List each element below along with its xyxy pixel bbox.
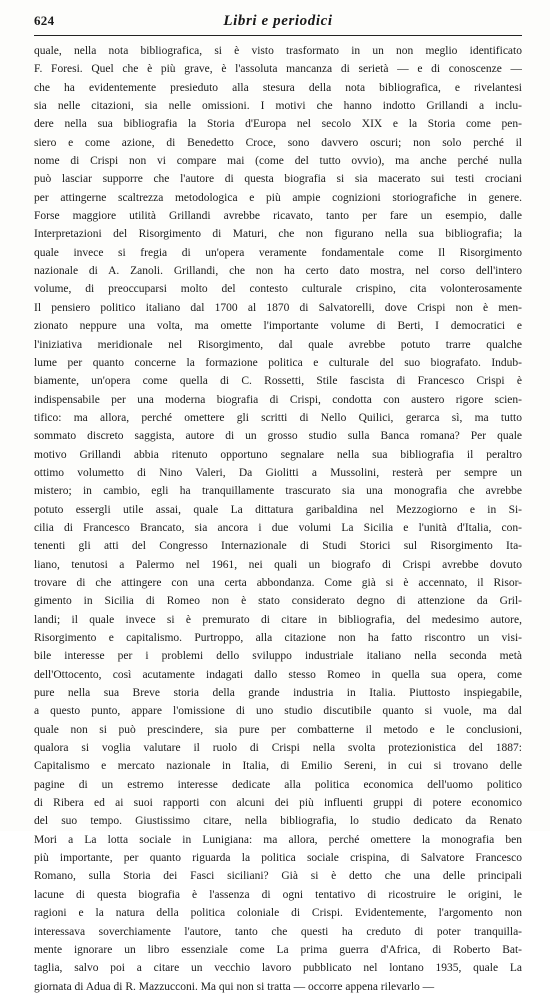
text-line: pure nella sua Breve storia della grande industria in Italia. Piuttosto inspiegabile,: [34, 687, 522, 700]
text-line: mistero; in cambio, egli ha tranquillamente trascurato sia una monografia che avrebbe: [34, 485, 522, 498]
text-line: Capitalismo e mercato nazionale in Italia, di Emilio Sereni, in cui si trovano delle: [34, 760, 522, 773]
text-line: tifico: ma allora, perché omettere gli scritti di Nello Quilici, gerarca sì, ma tutto: [34, 411, 522, 424]
text-line: F. Foresi. Quel che è più grave, è l'assoluta mancanza di serietà — e di conoscenze —: [34, 63, 522, 76]
text-line: bile interesse per i problemi dello sviluppo industriale italiano nella seconda metà: [34, 650, 522, 663]
text-line: lume per quanto concerne la formazione politica e culturale del suo biografato. Indub-: [34, 356, 522, 369]
text-line: Il pensiero politico italiano dal 1700 al 1870 di Salvatorelli, dove Crispi non è men-: [34, 301, 522, 314]
text-line: gimento in Sicilia di Romeo non è stato considerato degno di attenzione da Gril-: [34, 595, 522, 608]
text-line: Forse maggiore utilità Grillandi avrebbe ricavato, tanto per fare un esempio, dalle: [34, 210, 522, 223]
text-line: per attingerne scaltrezza metodologica e più ampie cognizioni storiografiche in genere.: [34, 191, 522, 204]
running-title: Libri e periodici: [223, 13, 333, 29]
text-line: biamente, un'opera come quella di C. Rossetti, Stile fascista di Francesco Crispi è: [34, 375, 522, 388]
text-line: nome di Crispi non vi compare mai (come del tutto ovvio), ma anche perché nulla: [34, 155, 522, 168]
text-line: Romano, sulla Storia dei Fasci siciliani? Già si è detto che una delle principali: [34, 870, 522, 883]
text-line: di Ribera ed ai suoi rapporti con alcuni dei più influenti gruppi di potere economico: [34, 797, 522, 810]
text-line: quale, nella nota bibliografica, si è visto trasformato in un non meglio identificato: [34, 45, 522, 57]
text-line: landi; il quale invece si è premurato di citare in bibliografia, del medesimo autore,: [34, 613, 522, 626]
text-line: nazionale di A. Zanoli. Grillandi, che non ha certo dato mostra, nel corso dell'intero: [34, 265, 522, 278]
text-line: Risorgimento e capitalismo. Purtroppo, alla citazione non ha fatto riscontro un visi-: [34, 632, 522, 644]
text-line: ottimo volumetto di Nino Valeri, Da Giolitti a Mussolini, resterà per sempre un: [34, 466, 522, 479]
text-line: zionato neppure una volta, ma omette l'importante volume di Berti, I democratici e: [34, 320, 522, 333]
text-line: pagine di un estremo interesse dedicate alla politica economica dell'uomo politico: [34, 778, 522, 791]
text-line: sommato discreto saggista, autore di un grosso studio sulla Banca romana? Per quale: [34, 430, 522, 443]
text-line: taglia, salvo poi a citare un vecchio lavoro pubblicato nel lontano 1935, quale La: [34, 962, 522, 975]
text-line: interessava soverchiamente l'autore, tanto che questi ha creduto di poter tranquilla-: [34, 925, 522, 938]
text-line: liano, tenutosi a Palermo nel 1961, nei quali un biografo di Crispi avrebbe dovuto: [34, 558, 522, 571]
text-line: quale non si può prescindere, sia pure per combatterne il metodo e le conclusioni,: [34, 723, 522, 736]
text-line: del suo tempo. Giustissimo citare, nella bibliografia, lo studio dedicato da Renato: [34, 815, 522, 828]
text-line: l'iniziativa meridionale nel Risorgimento, dal quale avrebbe potuto trarre qualche: [34, 338, 522, 351]
text-line: qualora si voglia valutare il ruolo di Crispi nella svolta protezionistica del 1887:: [34, 742, 522, 755]
text-line: dere nella sua bibliografia la Storia d'Europa nel secolo XIX e la Storia come pen-: [34, 118, 522, 131]
text-line: cilia di Francesco Brancato, sia ancora i due volumi La Sicilia e l'unità d'Italia, con-: [34, 521, 522, 534]
text-line: Mori a La lotta sociale in Lunigiana: ma allora, perché omettere la monografia ben: [34, 833, 522, 846]
text-line: può lasciar supporre che l'autore di questa biografia si sia macerato sui testi crociani: [34, 173, 522, 186]
body-text: [34, 42, 522, 996]
text-line: che ha evidentemente presieduto alla stesura della nota bibliografica, e rivelantesi: [34, 81, 522, 94]
text-line: dell'Ottocento, così acutamente indagati dallo stesso Romeo in quella sua opera, come: [34, 668, 522, 681]
text-line: siero e come azione, di Benedetto Croce, sono davvero oscuri; non solo perché il: [34, 136, 522, 149]
text-line: mente ignorare un libro essenziale come La prima guerra d'Africa, di Roberto Bat-: [34, 943, 522, 956]
text-line: più importante, per quanto riguarda la politica sociale crispina, di Salvatore Francesco: [34, 852, 522, 865]
text-line: sia nelle citazioni, sia nelle omissioni. I motivi che hanno indotto Grillandi a inclu-: [34, 100, 522, 113]
page-header: [34, 13, 522, 36]
text-line: potuto essergli utile assai, quale La dittatura garibaldina nel Mezzogiorno e in Si-: [34, 503, 522, 516]
text-line: giornata di Adua di R. Mazzucconi. Ma qui non si tratta — occorre appena rilevarlo —: [34, 980, 435, 993]
text-line: indispensabile per una moderna biografia di Crispi, condotta con austero rigore scien-: [34, 393, 522, 406]
text-line: lacune di questa biografia è l'assenza di ogni tentativo di ricostruire le origini, le: [34, 888, 522, 901]
text-line: tenenti gli atti del Congresso Internazionale di Studi Storici sul Risorgimento Ita-: [34, 540, 522, 553]
text-line: volume, di preoccuparsi molto del contesto culturale crispino, cita volonterosamente: [34, 283, 522, 296]
text-line: a questo punto, appare l'omissione di uno studio discutibile quanto si vuole, ma dal: [34, 705, 522, 718]
text-line: motivo Grillandi abbia ritenuto opportuno segnalare nella sua bibliografia il peraltro: [34, 448, 522, 461]
text-line: quale invece si fregia di un'opera veramente fondamentale come Il Risorgimento: [34, 246, 522, 259]
text-line: Interpretazioni del Risorgimento di Maturi, che non figurano nella sua bibliografia; la: [34, 228, 522, 241]
text-line: trovare di che attingere con una certa abbondanza. Come già si è accennato, il Risor-: [34, 576, 522, 589]
text-line: ragioni e la natura della politica coloniale di Crispi. Evidentemente, l'argomento non: [34, 907, 522, 920]
page-number: 624: [34, 13, 55, 28]
